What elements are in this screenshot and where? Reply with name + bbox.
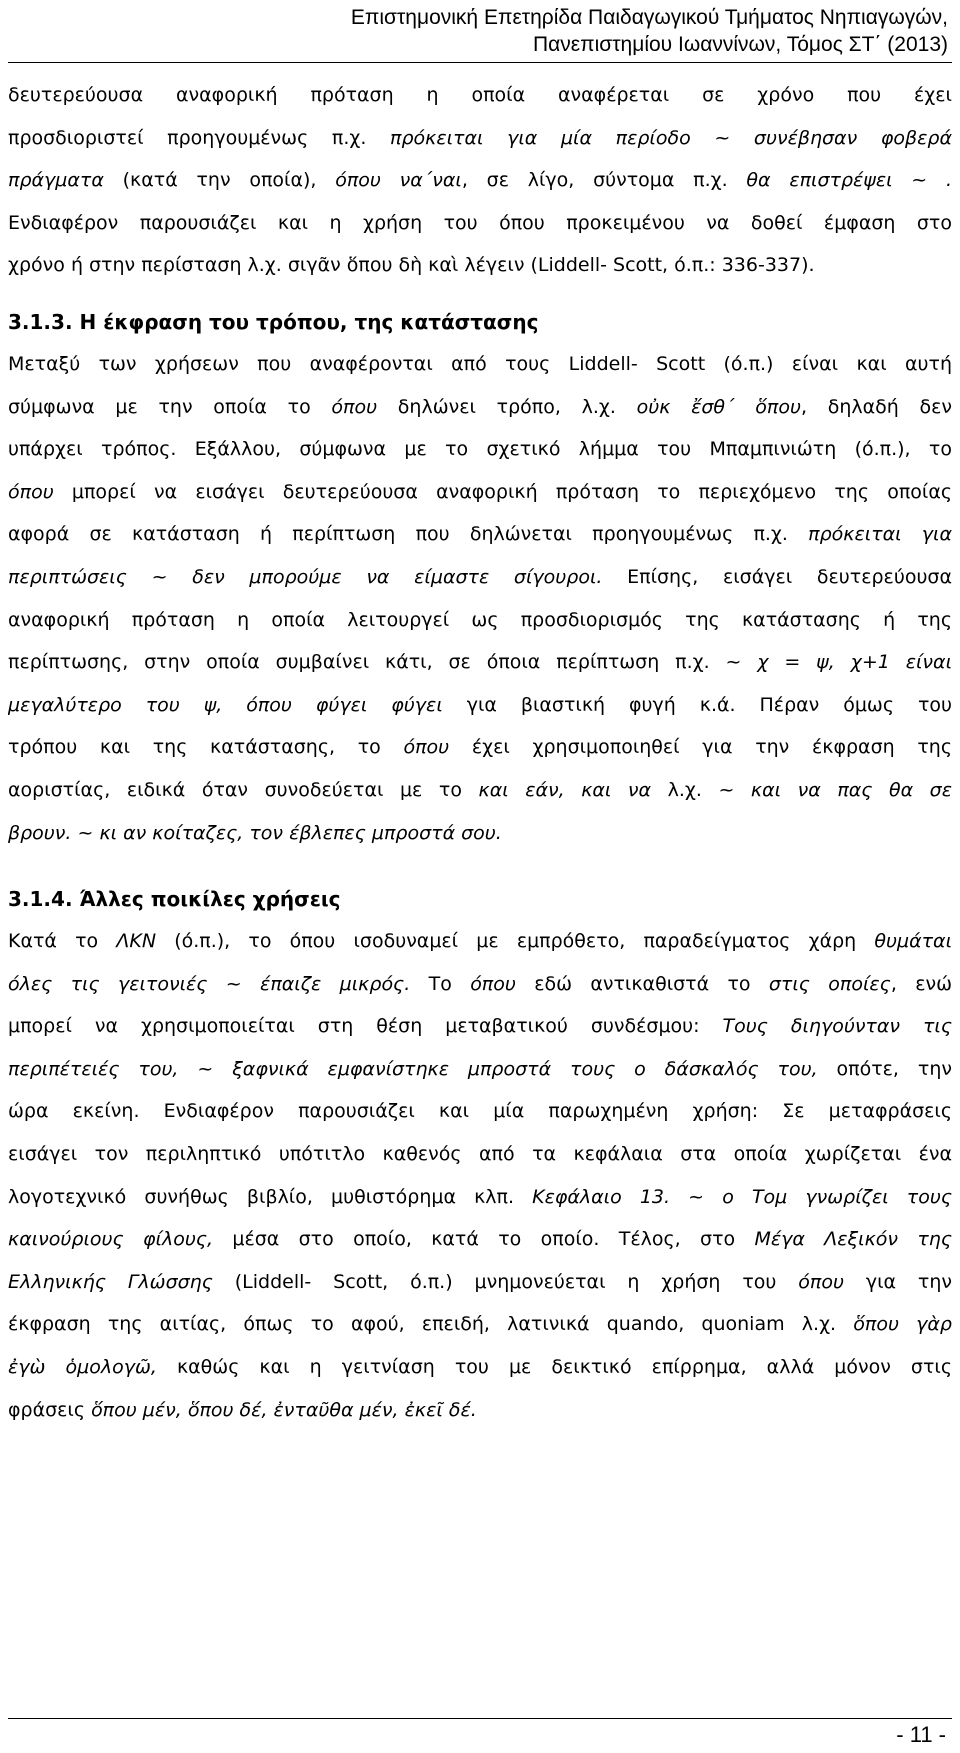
text-line: Κατά το ΛΚΝ (ό.π.), το όπου ισοδυναμεί με εμπρόθετο, παραδείγματος χάρη θυμάται (8, 930, 952, 953)
text-line: ἐγὼ ὁμολογῶ, καθώς και η γειτνίαση του με δεικτικό επίρρημα, αλλά μόνον στις (8, 1356, 952, 1379)
paragraph-time-usage (8, 74, 952, 287)
text-line: δευτερεύουσα αναφορική πρόταση η οποία αναφέρεται σε χρόνο που έχει (8, 84, 952, 106)
text-line: χρόνο ή στην περίσταση λ.χ. σιγᾶν ὅπου δὴ καὶ λέγειν (Liddell- Scott, ό.π.: 336-337). (8, 254, 815, 277)
text-line: αοριστίας, ειδικά όταν συνοδεύεται με το και εάν, και να λ.χ. ~ και να πας θα σε (8, 778, 952, 801)
header-line-2: Πανεπιστημίου Ιωαννίνων, Τόμος ΣΤ΄ (2013) (532, 33, 948, 56)
section-heading-3-1-4: 3.1.4. Άλλες ποικίλες χρήσεις (8, 887, 341, 912)
text-line: βρουν. ~ κι αν κοίταζες, τον έβλεπες μπροστά σου. (8, 821, 502, 844)
text-line: μπορεί να χρησιμοποιείται στη θέση μεταβατικού συνδέσμου: Τους διηγούνταν τις (8, 1015, 952, 1038)
text-line: Μεταξύ των χρήσεων που αναφέρονται από τους Liddell- Scott (ό.π.) είναι και αυτή (8, 352, 952, 375)
text-line: καινούριους φίλους, μέσα στο οποίο, κατά το οποίο. Τέλος, στο Μέγα Λεξικόν της (8, 1228, 952, 1251)
text-line: περίπτωσης, στην οποία συμβαίνει κάτι, σε όποια περίπτωση π.χ. ~ χ = ψ, χ+1 είναι (8, 651, 952, 674)
text-line: όπου μπορεί να εισάγει δευτερεύουσα αναφορική πρόταση το περιεχόμενο της οποίας (8, 480, 952, 503)
text-line: προσδιοριστεί προηγουμένως π.χ. πρόκειται για μία περίοδο ~ συνέβησαν φοβερά (8, 126, 952, 149)
text-line: μεγαλύτερο του ψ, όπου φύγει φύγει για βιαστική φυγή κ.ά. Πέραν όμως του (8, 693, 952, 716)
page-number: - 11 - (896, 1722, 946, 1747)
paragraph-other-usages (8, 920, 952, 1431)
page-header (351, 4, 948, 58)
text-line: περιπέτειές του, ~ ξαφνικά εμφανίστηκε μπροστά τους ο δάσκαλός του, οπότε, την (8, 1057, 952, 1080)
paragraph-manner-usage (8, 343, 952, 854)
text-line: Ενδιαφέρον παρουσιάζει και η χρήση του όπου προκειμένου να δοθεί έμφαση στο (8, 211, 952, 234)
text-line: λογοτεχνικό συνήθως βιβλίο, μυθιστόρημα κλπ. Κεφάλαιο 13. ~ ο Τομ γνωρίζει τους (8, 1185, 952, 1208)
text-line: τρόπου και της κατάστασης, το όπου έχει χρησιμοποιηθεί για την έκφραση της (8, 736, 952, 759)
text-line: υπάρχει τρόπος. Εξάλλου, σύμφωνα με το σχετικό λήμμα του Μπαμπινιώτη (ό.π.), το (8, 438, 952, 461)
header-line-1: Επιστημονική Επετηρίδα Παιδαγωγικού Τμήματος Νηπιαγωγών, (350, 6, 948, 29)
text-line: φράσεις ὅπου μέν, ὅπου δέ, ἐνταῦθα μέν, ἐκεῖ δέ. (8, 1398, 477, 1421)
text-line: όλες τις γειτονιές ~ έπαιζε μικρός. Το όπου εδώ αντικαθιστά το στις οποίες, ενώ (8, 972, 952, 995)
footer-rule (8, 1718, 952, 1719)
text-line: αφορά σε κατάσταση ή περίπτωση που δηλώνεται προηγουμένως π.χ. πρόκειται για (8, 523, 952, 546)
document-body (8, 74, 952, 1431)
section-heading-3-1-3: 3.1.3. Η έκφραση του τρόπου, της κατάστασης (8, 309, 539, 334)
header-rule (8, 62, 952, 63)
text-line: Ελληνικής Γλώσσης (Liddell- Scott, ό.π.) μνημονεύεται η χρήση του όπου για την (8, 1270, 952, 1293)
text-line: εισάγει τον περιληπτικό υπότιτλο καθενός από τα κεφάλαια στα οποία χωρίζεται ένα (8, 1143, 952, 1166)
text-line: αναφορική πρόταση η οποία λειτουργεί ως προσδιορισμός της κατάστασης ή της (8, 608, 952, 631)
text-line: περιπτώσεις ~ δεν μπορούμε να είμαστε σίγουροι. Επίσης, εισάγει δευτερεύουσα (8, 565, 952, 588)
text-line: έκφραση της αιτίας, όπως το αφού, επειδή, λατινικά quando, quoniam λ.χ. ὅπου γὰρ (8, 1313, 952, 1336)
text-line: πράγματα (κατά την οποία), όπου να΄ναι, σε λίγο, σύντομα π.χ. θα επιστρέψει ~ . (8, 169, 952, 192)
text-line: ώρα εκείνη. Ενδιαφέρον παρουσιάζει και μία παρωχημένη χρήση: Σε μεταφράσεις (8, 1100, 952, 1123)
text-line: σύμφωνα με την οποία το όπου δηλώνει τρόπο, λ.χ. οὐκ ἔσθ΄ ὅπου, δηλαδή δεν (8, 395, 952, 418)
